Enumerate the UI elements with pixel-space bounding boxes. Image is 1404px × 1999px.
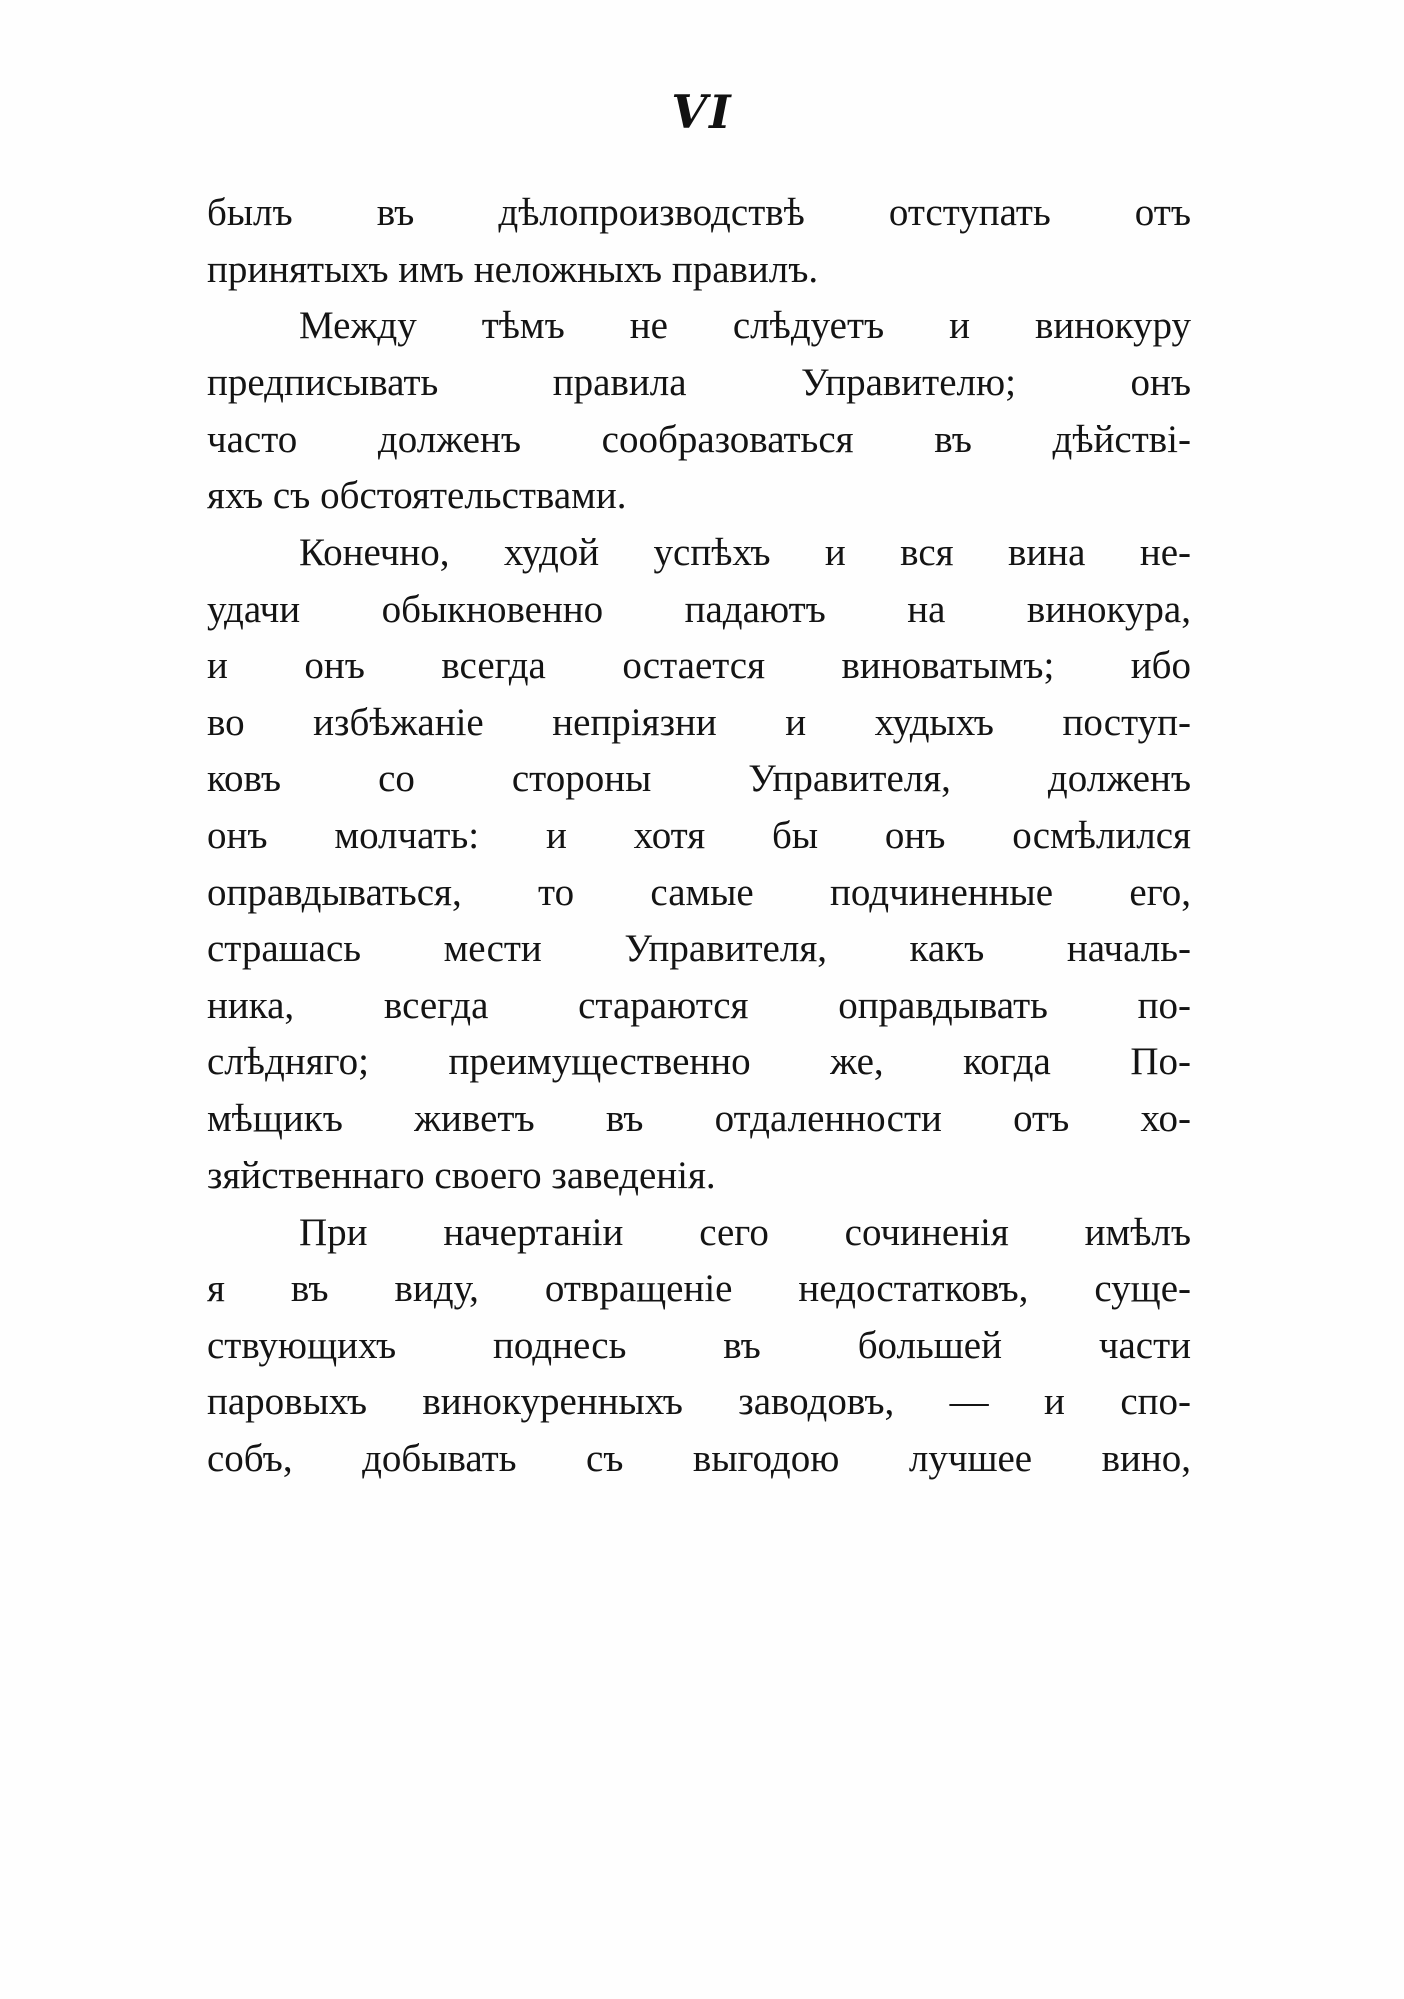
text-line: Между тѣмъ не слѣдуетъ и винокуру	[299, 304, 1191, 347]
text-line: зяйственнаго своего заведенiя.	[207, 1154, 716, 1197]
text-line: я въ виду, отвращенiе недостатковъ, суще-	[207, 1267, 1191, 1310]
text-line: ковъ со стороны Управителя, долженъ	[207, 757, 1191, 800]
text-line: яхъ съ обстоятельствами.	[207, 474, 627, 517]
text-line: мѣщикъ живетъ въ отдаленности отъ хо-	[207, 1097, 1191, 1140]
text-line: онъ молчать: и хотя бы онъ осмѣлился	[207, 814, 1191, 857]
text-line: часто долженъ сообразоваться въ дѣйствi-	[207, 418, 1191, 461]
text-line: удачи обыкновенно падаютъ на винокура,	[207, 588, 1191, 631]
text-line: предписывать правила Управителю; онъ	[207, 361, 1191, 404]
text-line: оправдываться, то самые подчиненные его,	[207, 871, 1191, 914]
text-line: страшась мести Управителя, какъ началь-	[207, 927, 1191, 970]
text-line: и онъ всегда остается виноватымъ; ибо	[207, 644, 1191, 687]
text-line: паровыхъ винокуренныхъ заводовъ, — и спо-	[207, 1380, 1191, 1423]
text-line: во избѣжанiе непрiязни и худыхъ поступ-	[207, 701, 1191, 744]
text-line: принятыхъ имъ неложныхъ правилъ.	[207, 248, 819, 291]
text-line: слѣдняго; преимущественно же, когда По-	[207, 1040, 1191, 1083]
text-line: ника, всегда стараются оправдывать по-	[207, 984, 1191, 1027]
text-line: При начертанiи сего сочиненiя имѣлъ	[299, 1211, 1191, 1254]
text-line: былъ въ дѣлопроизводствѣ отступать отъ	[207, 191, 1191, 234]
text-line: Конечно, худой успѣхъ и вся вина не-	[299, 531, 1191, 574]
text-line: ствующихъ поднесь въ большей части	[207, 1324, 1191, 1367]
page-number: VI	[671, 85, 733, 139]
text-line: собъ, добывать съ выгодою лучшее вино,	[207, 1437, 1191, 1480]
